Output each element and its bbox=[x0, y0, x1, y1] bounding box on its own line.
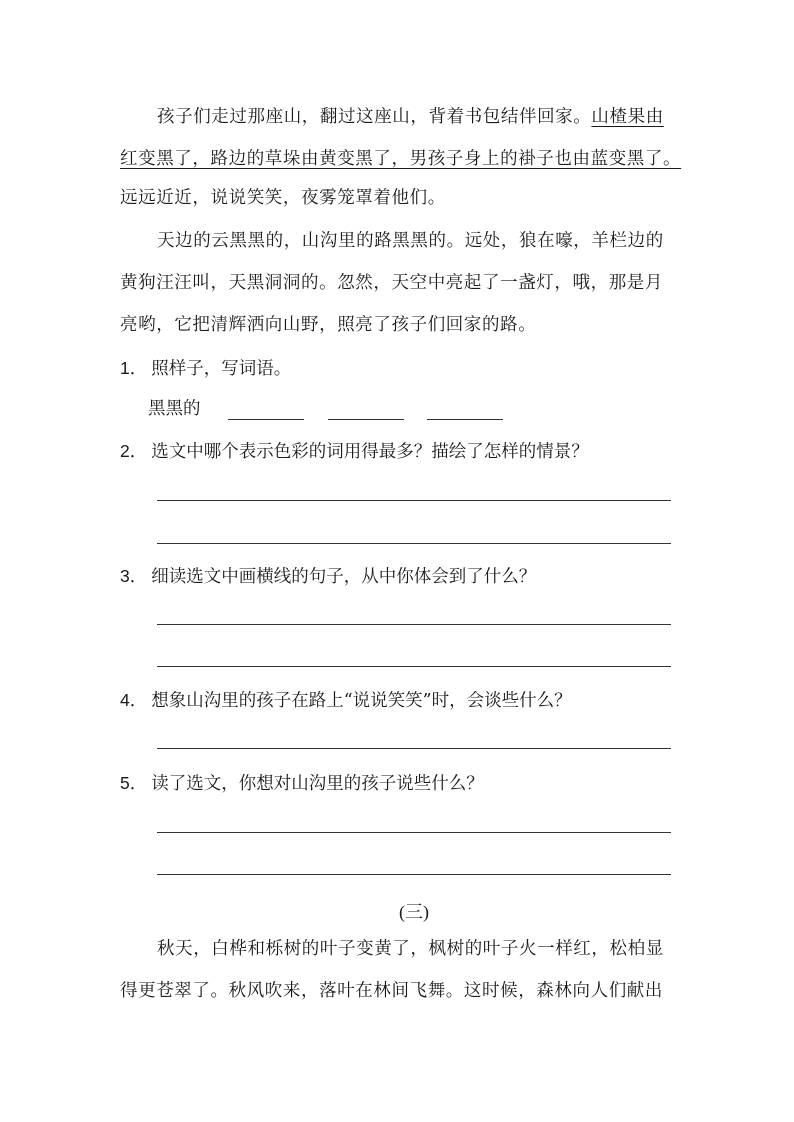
question-5: 5． 读了选文，你想对山沟里的孩子说些什么？ bbox=[120, 773, 484, 794]
answer-line[interactable] bbox=[157, 543, 671, 544]
passage-line: 远远近近，说说笑笑，夜雾笼罩着他们。 bbox=[120, 188, 446, 208]
example-row bbox=[148, 398, 503, 420]
passage-text: 孩子们走过那座山，翻过这座山，背着书包结伴回家。 bbox=[157, 107, 592, 127]
answer-line[interactable] bbox=[157, 624, 671, 625]
passage-line: 亮哟，它把清辉洒向山野，照亮了孩子们回家的路。 bbox=[120, 315, 537, 335]
question-4: 4． 想象山沟里的孩子在路上“说说笑笑”时，会谈些什么？ bbox=[120, 690, 572, 711]
example-word: 黑黑的 bbox=[148, 399, 201, 419]
answer-blank[interactable] bbox=[427, 403, 503, 420]
answer-line[interactable] bbox=[157, 874, 671, 875]
passage-line: 得更苍翠了。秋风吹来，落叶在林间飞舞。这时候，森林向人们献出 bbox=[120, 981, 663, 1001]
answer-line[interactable] bbox=[157, 748, 671, 749]
underlined-text: 红变黑了，路边的草垛由黄变黑了，男孩子身上的褂子也由蓝变黑了。 bbox=[120, 149, 682, 169]
section-title: (三) bbox=[399, 902, 429, 922]
underlined-text: 山楂果由 bbox=[591, 107, 664, 127]
passage-line: 秋天，白桦和栎树的叶子变黄了，枫树的叶子火一样红，松柏显 bbox=[157, 939, 664, 959]
passage-line: 黄狗汪汪叫，天黑洞洞的。忽然，天空中亮起了一盏灯，哦，那是月 bbox=[120, 273, 663, 293]
answer-line[interactable] bbox=[157, 666, 671, 667]
answer-line[interactable] bbox=[157, 500, 671, 501]
question-3: 3． 细读选文中画横线的句子，从中你体会到了什么？ bbox=[120, 566, 537, 587]
question-2: 2． 选文中哪个表示色彩的词用得最多？描绘了怎样的情景？ bbox=[120, 441, 589, 462]
answer-blank[interactable] bbox=[328, 403, 404, 420]
question-1: 1． 照样子，写词语。 bbox=[120, 358, 292, 379]
answer-blank[interactable] bbox=[228, 403, 304, 420]
answer-line[interactable] bbox=[157, 832, 671, 833]
passage-line: 天边的云黑黑的，山沟里的路黑黑的。远处，狼在嚎，羊栏边的 bbox=[157, 231, 664, 251]
passage-line bbox=[120, 148, 680, 170]
passage-line bbox=[157, 106, 717, 128]
